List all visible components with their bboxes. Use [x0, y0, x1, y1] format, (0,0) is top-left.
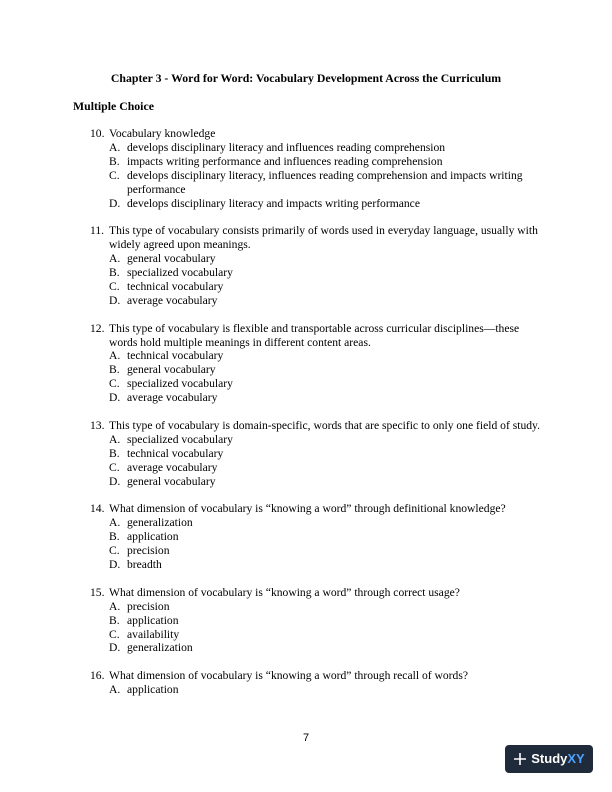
question-text: What dimension of vocabulary is “knowing a word” through correct usage?: [109, 585, 460, 599]
answer-option: [90, 197, 550, 211]
question-item: [90, 127, 550, 210]
question-item: [90, 586, 550, 656]
plus-icon: [513, 752, 527, 766]
section-heading: Multiple Choice: [73, 99, 154, 113]
question-number: 14.: [90, 502, 105, 516]
option-letter: B.: [109, 266, 120, 280]
question-list: [90, 127, 550, 711]
option-letter: D.: [109, 196, 121, 210]
option-letter: D.: [109, 391, 121, 405]
question-stem: [90, 586, 550, 600]
question-text: Vocabulary knowledge: [109, 127, 216, 140]
option-letter: C.: [109, 544, 120, 558]
option-text: application: [127, 683, 179, 697]
question-stem: [90, 502, 550, 516]
question-number: 11.: [90, 224, 105, 238]
option-text: generalization: [127, 516, 193, 530]
question-stem: [90, 419, 550, 433]
question-item: [90, 224, 550, 307]
answer-option: [90, 461, 550, 475]
watermark-brand-accent: XY: [567, 751, 585, 767]
option-letter: C.: [109, 377, 120, 391]
option-text: generalization: [127, 641, 193, 655]
question-number: 16.: [90, 669, 105, 683]
answer-option: [90, 558, 550, 572]
question-item: [90, 419, 550, 489]
answer-option: [90, 600, 550, 614]
option-text: technical vocabulary: [127, 349, 224, 363]
option-letter: D.: [109, 474, 121, 488]
option-text: technical vocabulary: [127, 279, 224, 293]
option-letter: D.: [109, 293, 121, 307]
question-number: 15.: [90, 585, 105, 599]
question-text: This type of vocabulary is flexible and transportable across curricular disciplines—these words hold multiple meanings in different content areas.: [109, 321, 520, 349]
answer-option: [90, 447, 550, 461]
answer-option: [90, 155, 550, 169]
studyxy-watermark: [505, 745, 593, 773]
answer-option: [90, 544, 550, 558]
option-text: impacts writing performance and influences reading comprehension: [127, 154, 443, 168]
option-letter: A.: [109, 140, 121, 154]
option-text: average vocabulary: [127, 460, 218, 474]
question-stem: [90, 127, 550, 141]
answer-option: [90, 280, 550, 294]
answer-option: [90, 169, 550, 197]
answer-option: [90, 628, 550, 642]
answer-option: [90, 349, 550, 363]
option-text: general vocabulary: [127, 363, 216, 377]
option-letter: B.: [109, 446, 120, 460]
option-letter: C.: [109, 279, 120, 293]
answer-option: [90, 252, 550, 266]
question-text: This type of vocabulary consists primarily of words used in everyday language, usually with widely agreed upon meanings.: [109, 224, 538, 252]
option-text: technical vocabulary: [127, 446, 224, 460]
option-letter: D.: [109, 558, 121, 572]
answer-option: [90, 377, 550, 391]
option-text: develops disciplinary literacy and influences reading comprehension: [127, 140, 446, 154]
option-letter: A.: [109, 683, 121, 697]
option-letter: D.: [109, 641, 121, 655]
option-letter: C.: [109, 168, 120, 182]
page-title: Chapter 3 - Word for Word: Vocabulary Development Across the Curriculum: [110, 71, 502, 85]
option-text: specialized vocabulary: [127, 432, 233, 446]
question-number: 12.: [90, 321, 105, 335]
option-text: specialized vocabulary: [127, 266, 233, 280]
option-letter: B.: [109, 530, 120, 544]
option-text: general vocabulary: [127, 474, 216, 488]
answer-option: [90, 391, 550, 405]
answer-option: [90, 141, 550, 155]
option-letter: B.: [109, 613, 120, 627]
question-stem: [90, 669, 550, 683]
question-number: 10.: [90, 127, 105, 140]
option-text: precision: [127, 599, 170, 613]
option-text: develops disciplinary literacy, influences reading comprehension and impacts writing performance: [127, 168, 523, 196]
answer-option: [90, 641, 550, 655]
answer-option: [90, 266, 550, 280]
option-letter: A.: [109, 252, 121, 266]
question-item: [90, 502, 550, 572]
question-stem: [90, 224, 550, 252]
answer-option: [90, 433, 550, 447]
option-letter: C.: [109, 460, 120, 474]
question-stem: [90, 322, 550, 350]
option-letter: B.: [109, 154, 120, 168]
answer-option: [90, 294, 550, 308]
answer-option: [90, 475, 550, 489]
option-letter: C.: [109, 627, 120, 641]
question-item: [90, 322, 550, 405]
option-text: precision: [127, 544, 170, 558]
answer-option: [90, 614, 550, 628]
option-text: application: [127, 530, 179, 544]
watermark-brand: Study: [531, 751, 568, 767]
option-text: breadth: [127, 558, 162, 572]
option-letter: A.: [109, 349, 121, 363]
question-text: What dimension of vocabulary is “knowing a word” through definitional knowledge?: [109, 502, 506, 516]
page-number: 7: [302, 732, 310, 744]
question-number: 13.: [90, 418, 105, 432]
option-letter: A.: [109, 516, 121, 530]
option-text: average vocabulary: [127, 293, 218, 307]
option-text: application: [127, 613, 179, 627]
option-letter: A.: [109, 432, 121, 446]
answer-option: [90, 530, 550, 544]
question-text: What dimension of vocabulary is “knowing a word” through recall of words?: [109, 669, 468, 683]
option-text: specialized vocabulary: [127, 377, 233, 391]
option-letter: A.: [109, 599, 121, 613]
option-text: average vocabulary: [127, 391, 218, 405]
answer-option: [90, 363, 550, 377]
option-text: availability: [127, 627, 180, 641]
question-item: [90, 669, 550, 697]
answer-option: [90, 683, 550, 697]
answer-option: [90, 516, 550, 530]
question-text: This type of vocabulary is domain-specific, words that are specific to only one field of study.: [109, 418, 540, 432]
option-text: develops disciplinary literacy and impacts writing performance: [127, 196, 420, 210]
option-text: general vocabulary: [127, 252, 216, 266]
option-letter: B.: [109, 363, 120, 377]
